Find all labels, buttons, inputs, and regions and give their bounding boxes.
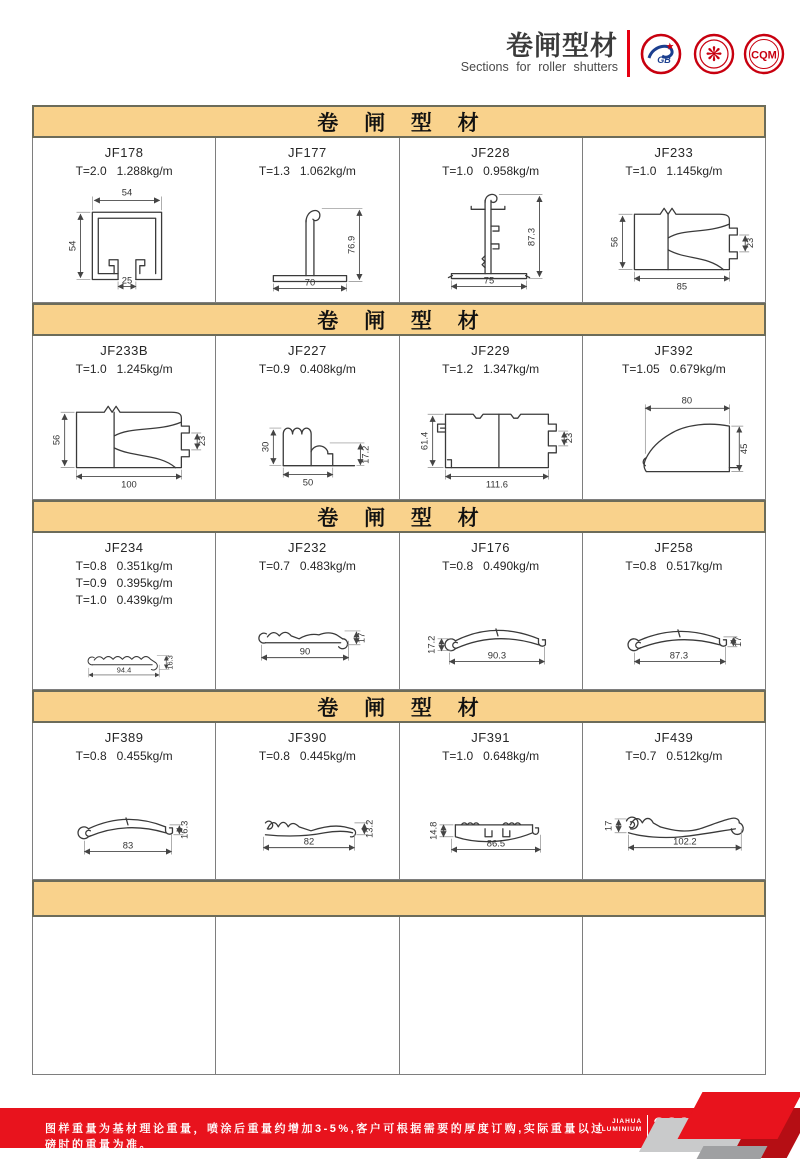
profile-cell-jf177: [216, 138, 399, 302]
gb-logo-text: GB: [657, 55, 671, 65]
profile-code: JF391: [471, 730, 510, 745]
profile-code: JF229: [471, 343, 510, 358]
dim-label: 70: [305, 276, 316, 288]
profile-code: JF392: [654, 343, 694, 358]
profile-cell-jf228: [400, 138, 583, 302]
jf228-drawing: [400, 182, 582, 294]
dim-label: 17.2: [425, 635, 437, 654]
profile-cell-jf392: [583, 336, 765, 499]
dim-label: 76.9: [345, 235, 357, 254]
jf391-drawing: [400, 767, 582, 859]
footer-note: 图样重量为基材理论重量，喷涂后重量约增加3-5%,客户可根据需要的厚度订购,实际重量以过磅时的重量为准。: [45, 1123, 605, 1151]
dim-label: 100: [121, 478, 137, 490]
profile-cell-jf258: [583, 533, 765, 689]
profile-cell-jf234: [33, 533, 216, 689]
header-divider: [627, 30, 630, 77]
dim-label: 17: [732, 636, 744, 647]
profile-spec: T=1.2 1.347kg/m: [442, 362, 540, 376]
dim-label: 87.3: [669, 649, 688, 661]
section-band-1: 卷 闸 型 材: [32, 105, 766, 138]
dim-label: 14.8: [427, 821, 439, 840]
profile-code: JF439: [654, 730, 694, 745]
jf234-drawing: [33, 610, 215, 682]
dim-label: 23: [562, 432, 574, 443]
profile-code: JF227: [288, 343, 327, 358]
jf177-drawing: [216, 182, 398, 294]
dim-label: 82: [304, 835, 315, 847]
jf232-drawing: [216, 577, 398, 669]
profile-spec: T=1.0 1.145kg/m: [625, 164, 723, 178]
profile-spec: T=0.8 0.490kg/m: [442, 559, 540, 573]
profile-spec: T=1.0 0.648kg/m: [442, 749, 540, 763]
profile-cell-jf439: [583, 723, 765, 879]
profile-spec: T=0.8 0.351kg/m: [75, 559, 173, 573]
dim-label: 13.2: [363, 819, 375, 838]
section-band-2: 卷 闸 型 材: [32, 303, 766, 336]
profile-spec: T=1.0 0.439kg/m: [75, 592, 173, 607]
dim-label: 102.2: [673, 835, 697, 847]
profile-code: JF389: [104, 730, 144, 745]
profile-cell-jf390: [216, 723, 399, 879]
brand-line1: JIAHUA: [612, 1117, 643, 1125]
jf233b-drawing: [33, 380, 215, 492]
profile-code: JF233B: [100, 343, 149, 358]
footer-deco-gray-mid: [697, 1146, 768, 1159]
dim-label: 45: [738, 443, 750, 454]
section-band-3: 卷 闸 型 材: [32, 500, 766, 533]
table-row: [32, 533, 766, 690]
profile-spec: T=0.7 0.512kg/m: [625, 749, 723, 763]
jf258-drawing: [583, 577, 765, 669]
table-row: [32, 723, 766, 880]
profile-spec: T=1.3 1.062kg/m: [258, 164, 356, 178]
page-title: 卷闸型材: [506, 31, 618, 61]
dim-label: 90.3: [487, 649, 506, 661]
profile-spec: T=0.9 0.408kg/m: [258, 362, 356, 376]
jf227-drawing: [216, 380, 398, 492]
profile-code: JF390: [288, 730, 327, 745]
dim-label: 86.5: [486, 837, 505, 849]
table-row: [32, 138, 766, 303]
flower-logo-glyph: ❋: [705, 44, 723, 66]
profile-code: JF233: [654, 145, 694, 160]
jf233-drawing: [583, 182, 765, 294]
dim-label: 80: [681, 394, 692, 406]
profile-code: JF178: [104, 145, 144, 160]
profile-cell-jf233b: [33, 336, 216, 499]
profile-code: JF176: [471, 540, 510, 555]
dim-label: 94.4: [116, 665, 132, 675]
profile-spec: T=1.05 0.679kg/m: [622, 362, 726, 376]
empty-cell: [400, 917, 583, 1074]
profile-code: JF232: [288, 540, 327, 555]
profile-code: JF177: [288, 145, 327, 160]
profile-code: JF228: [471, 145, 510, 160]
empty-cell: [216, 917, 399, 1074]
dim-label: 75: [483, 274, 494, 286]
profile-cell-jf389: [33, 723, 216, 879]
profile-cell-jf229: [400, 336, 583, 499]
empty-cell: [33, 917, 216, 1074]
gb-certification-logo-icon: [640, 33, 682, 75]
dim-label: 85: [676, 280, 688, 292]
profile-spec: T=0.9 0.395kg/m: [75, 575, 173, 590]
dim-label: 23: [744, 237, 756, 248]
page-subtitle: Sections for roller shutters: [460, 60, 618, 74]
cqm-certification-logo-icon: [743, 33, 785, 75]
jf390-drawing: [216, 767, 398, 859]
dim-label: 54: [66, 240, 78, 251]
dim-label: 30: [259, 441, 271, 452]
profile-cell-jf232: [216, 533, 399, 689]
dim-label: 56: [608, 236, 620, 247]
jf439-drawing: [583, 767, 765, 859]
dim-label: 50: [303, 476, 314, 488]
jf176-drawing: [400, 577, 582, 669]
dim-label: 90: [300, 645, 311, 657]
dim-label: 54: [121, 186, 133, 198]
profile-cell-jf233: [583, 138, 765, 302]
dim-label: 16.3: [178, 820, 190, 839]
profile-cell-jf176: [400, 533, 583, 689]
catalog-table: [32, 105, 766, 1075]
dim-label: 111.6: [485, 478, 508, 490]
empty-cell: [583, 917, 765, 1074]
jf392-drawing: [583, 380, 765, 492]
dim-label: 61.4: [418, 431, 430, 450]
profile-spec: T=0.7 0.483kg/m: [258, 559, 356, 573]
profile-code: JF258: [654, 540, 694, 555]
profile-spec: T=0.8 0.455kg/m: [75, 749, 173, 763]
dim-label: 83: [122, 839, 134, 851]
dim-label: 17: [355, 632, 367, 643]
flower-certification-logo-icon: [693, 33, 735, 75]
profile-spec: T=1.0 0.958kg/m: [442, 164, 540, 178]
profile-spec: T=1.0 1.245kg/m: [75, 362, 173, 376]
dim-label: 16.3: [165, 655, 175, 671]
jf389-drawing: [33, 767, 215, 859]
jf229-drawing: [400, 380, 582, 492]
brand-line2: ALUMINIUM: [596, 1126, 643, 1133]
dim-label: 87.3: [525, 227, 537, 246]
table-row-empty: [32, 917, 766, 1075]
jf178-drawing: [33, 182, 215, 294]
profile-cell-jf227: [216, 336, 399, 499]
section-band-empty: [32, 880, 766, 917]
dim-label: 17: [602, 820, 614, 831]
profile-code: JF234: [104, 540, 144, 555]
section-band-4: 卷 闸 型 材: [32, 690, 766, 723]
profile-spec: T=0.8 0.445kg/m: [258, 749, 356, 763]
profile-spec: T=2.0 1.288kg/m: [75, 164, 173, 178]
dim-label: 17.2: [359, 445, 371, 464]
table-row: [32, 336, 766, 500]
dim-label: 25: [121, 274, 133, 286]
dim-label: 56: [50, 434, 62, 445]
dim-label: 23: [196, 435, 208, 446]
profile-cell-jf391: [400, 723, 583, 879]
cqm-logo-text: CQM: [751, 49, 777, 62]
profile-spec: T=0.8 0.517kg/m: [625, 559, 723, 573]
profile-cell-jf178: [33, 138, 216, 302]
